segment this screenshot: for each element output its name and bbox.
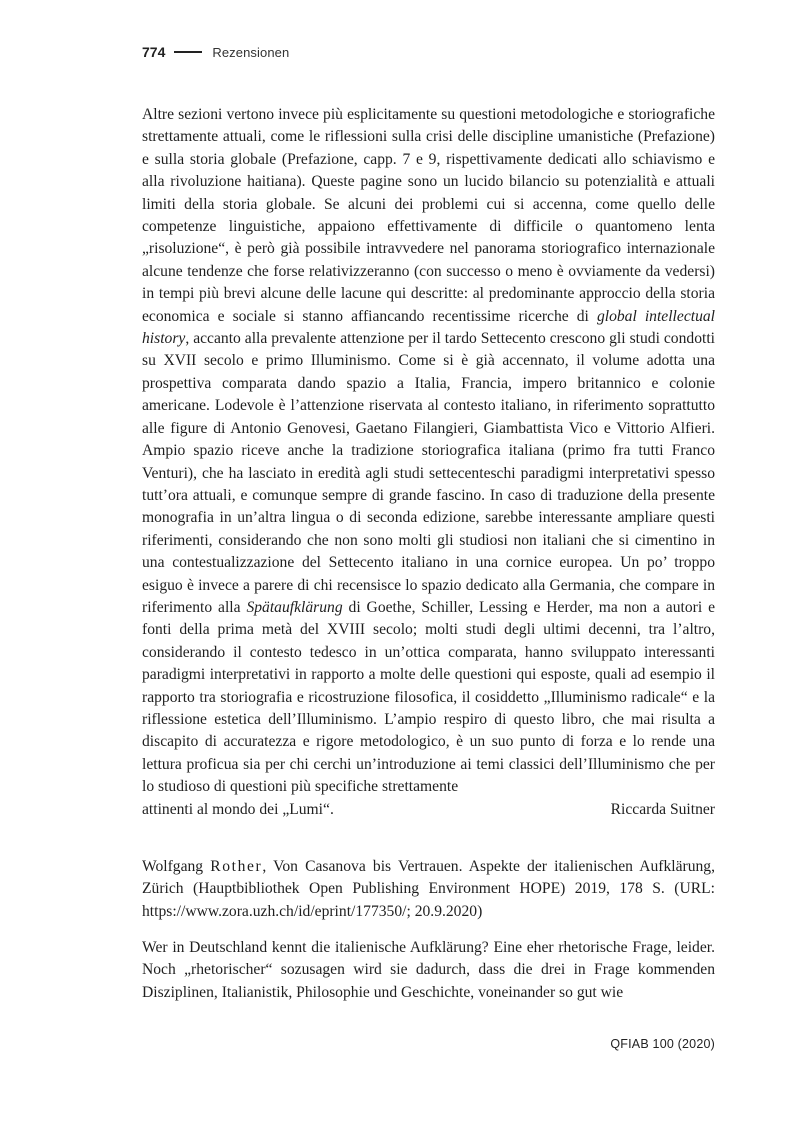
author-first-name: Wolfgang [142,858,204,875]
closing-line [142,799,715,821]
citation-text: , Von Casanova bis Vertrauen. Aspekte der italienischen Aufklärung, Zürich (Hauptbibliothek Open Publishing Environment HOPE) 2019, 178 S. (URL: https://www.zora.uzh.ch/id/eprint/177350/; 20.9.2020) [142,858,715,920]
italic-term-spaetaufklaerung: Spätaufklärung [246,598,343,616]
second-review-body [142,937,715,1004]
journal-footer: QFIAB 100 (2020) [610,1037,715,1051]
review-text-part-c: di Goethe, Schiller, Lessing e Herder, ma non a autori e fonti della prima metà del XVIII secolo; molti studi degli ultimi decenni, tra l’altro, considerando il contesto tedesco in un’ottica comparata, hanno sviluppato interessanti paradigmi interpretativi in rapporto a molte delle questioni qui esposte, quali ad esempio il rapporto tra storiografia e ricostruzione filosofica, il cosiddetto „Illuminismo radicale“ e la riflessione estetica dell’Illuminismo. L’ampio respiro di questo libro, che mai risulta a discapito di accuratezza e rigore metodologico, è un suo punto di forza e lo rende una lettura proficua sia per chi cerchi un’introduzione ai temi classici dell’Illuminismo che per lo studioso di questioni più specifiche strettamente [142,598,715,796]
review-text-part-a: Altre sezioni vertono invece più esplicitamente su questioni metodologiche e storiografiche strettamente attuali, come le riflessioni sulla crisi delle discipline umanistiche (Prefazione) e sulla storia globale (Prefazione, capp. 7 e 9, rispettivamente dedicati allo schiavismo e alla rivoluzione haitiana). Queste pagine sono un lucido bilancio su potenzialità e attuali limiti della storia globale. Se alcuni dei problemi cui si accenna, come quello delle competenze linguistiche, appaiono effettivamente di difficile o quantomeno lenta „risoluzione“, è però già possibile intravvedere nel panorama storiografico internazionale alcune tendenze che forse relativizzeranno (con successo o meno è ovviamente da vedersi) in tempi più brevi alcune delle lacune qui descritte: al predominante approccio della storia economica e sociale si stanno affiancando recentissime ricerche di [142,106,715,325]
running-header [142,44,289,60]
review-text-part-b: , accanto alla prevalente attenzione per il tardo Settecento crescono gli studi condotti su XVII secolo e primo Illuminismo. Come si è già accennato, il volume adotta una prospettiva comparata dando spazio a Italia, Francia, impero britannico e colonie americane. Lodevole è l’attenzione riservata al contesto italiano, in riferimento soprattutto alle figure di Antonio Genovesi, Gaetano Filangieri, Giambattista Vico e Vittorio Alfieri. Ampio spazio riceve anche la tradizione storiografica italiana (primo fra tutti Franco Venturi), che ha lasciato in eredità agli studi settecenteschi paradigmi interpretativi spesso tutt’ora attuali, e comunque sempre di grande fascino. In caso di traduzione della presente monografia in un’altra lingua o di seconda edizione, sarebbe interessante ampliare questi riferimenti, considerando che non sono molti gli studiosi non italiani che si cimentino in una contestualizzazione del Settecento italiano in una cornice europea. Un po’ troppo esiguo è invece a parere di chi recensisce lo spazio dedicato alla Germania, che compare in riferimento alla [142,330,715,616]
review-paragraph [142,104,715,799]
reviewer-name: Riccarda Suitner [610,800,715,818]
header-dash [174,51,202,53]
bibliographic-entry [142,856,715,923]
page-number: 774 [142,44,166,60]
review-body [142,104,715,821]
second-review-paragraph: Wer in Deutschland kennt die italienische Aufklärung? Eine eher rhetorische Frage, leider. Noch „rhetorischer“ sozusagen wird sie dadurch, dass die drei in Frage kommenden Disziplinen, Italianistik, Philosophie und Geschichte, voneinander so gut wie [142,939,715,1001]
section-title: Rezensionen [212,44,290,60]
author-last-name: Rother [210,858,263,875]
italic-term-global-intellectual-history: global intellectual history [142,307,715,348]
review-last-line: attinenti al mondo dei „Lumi“. [142,800,334,818]
